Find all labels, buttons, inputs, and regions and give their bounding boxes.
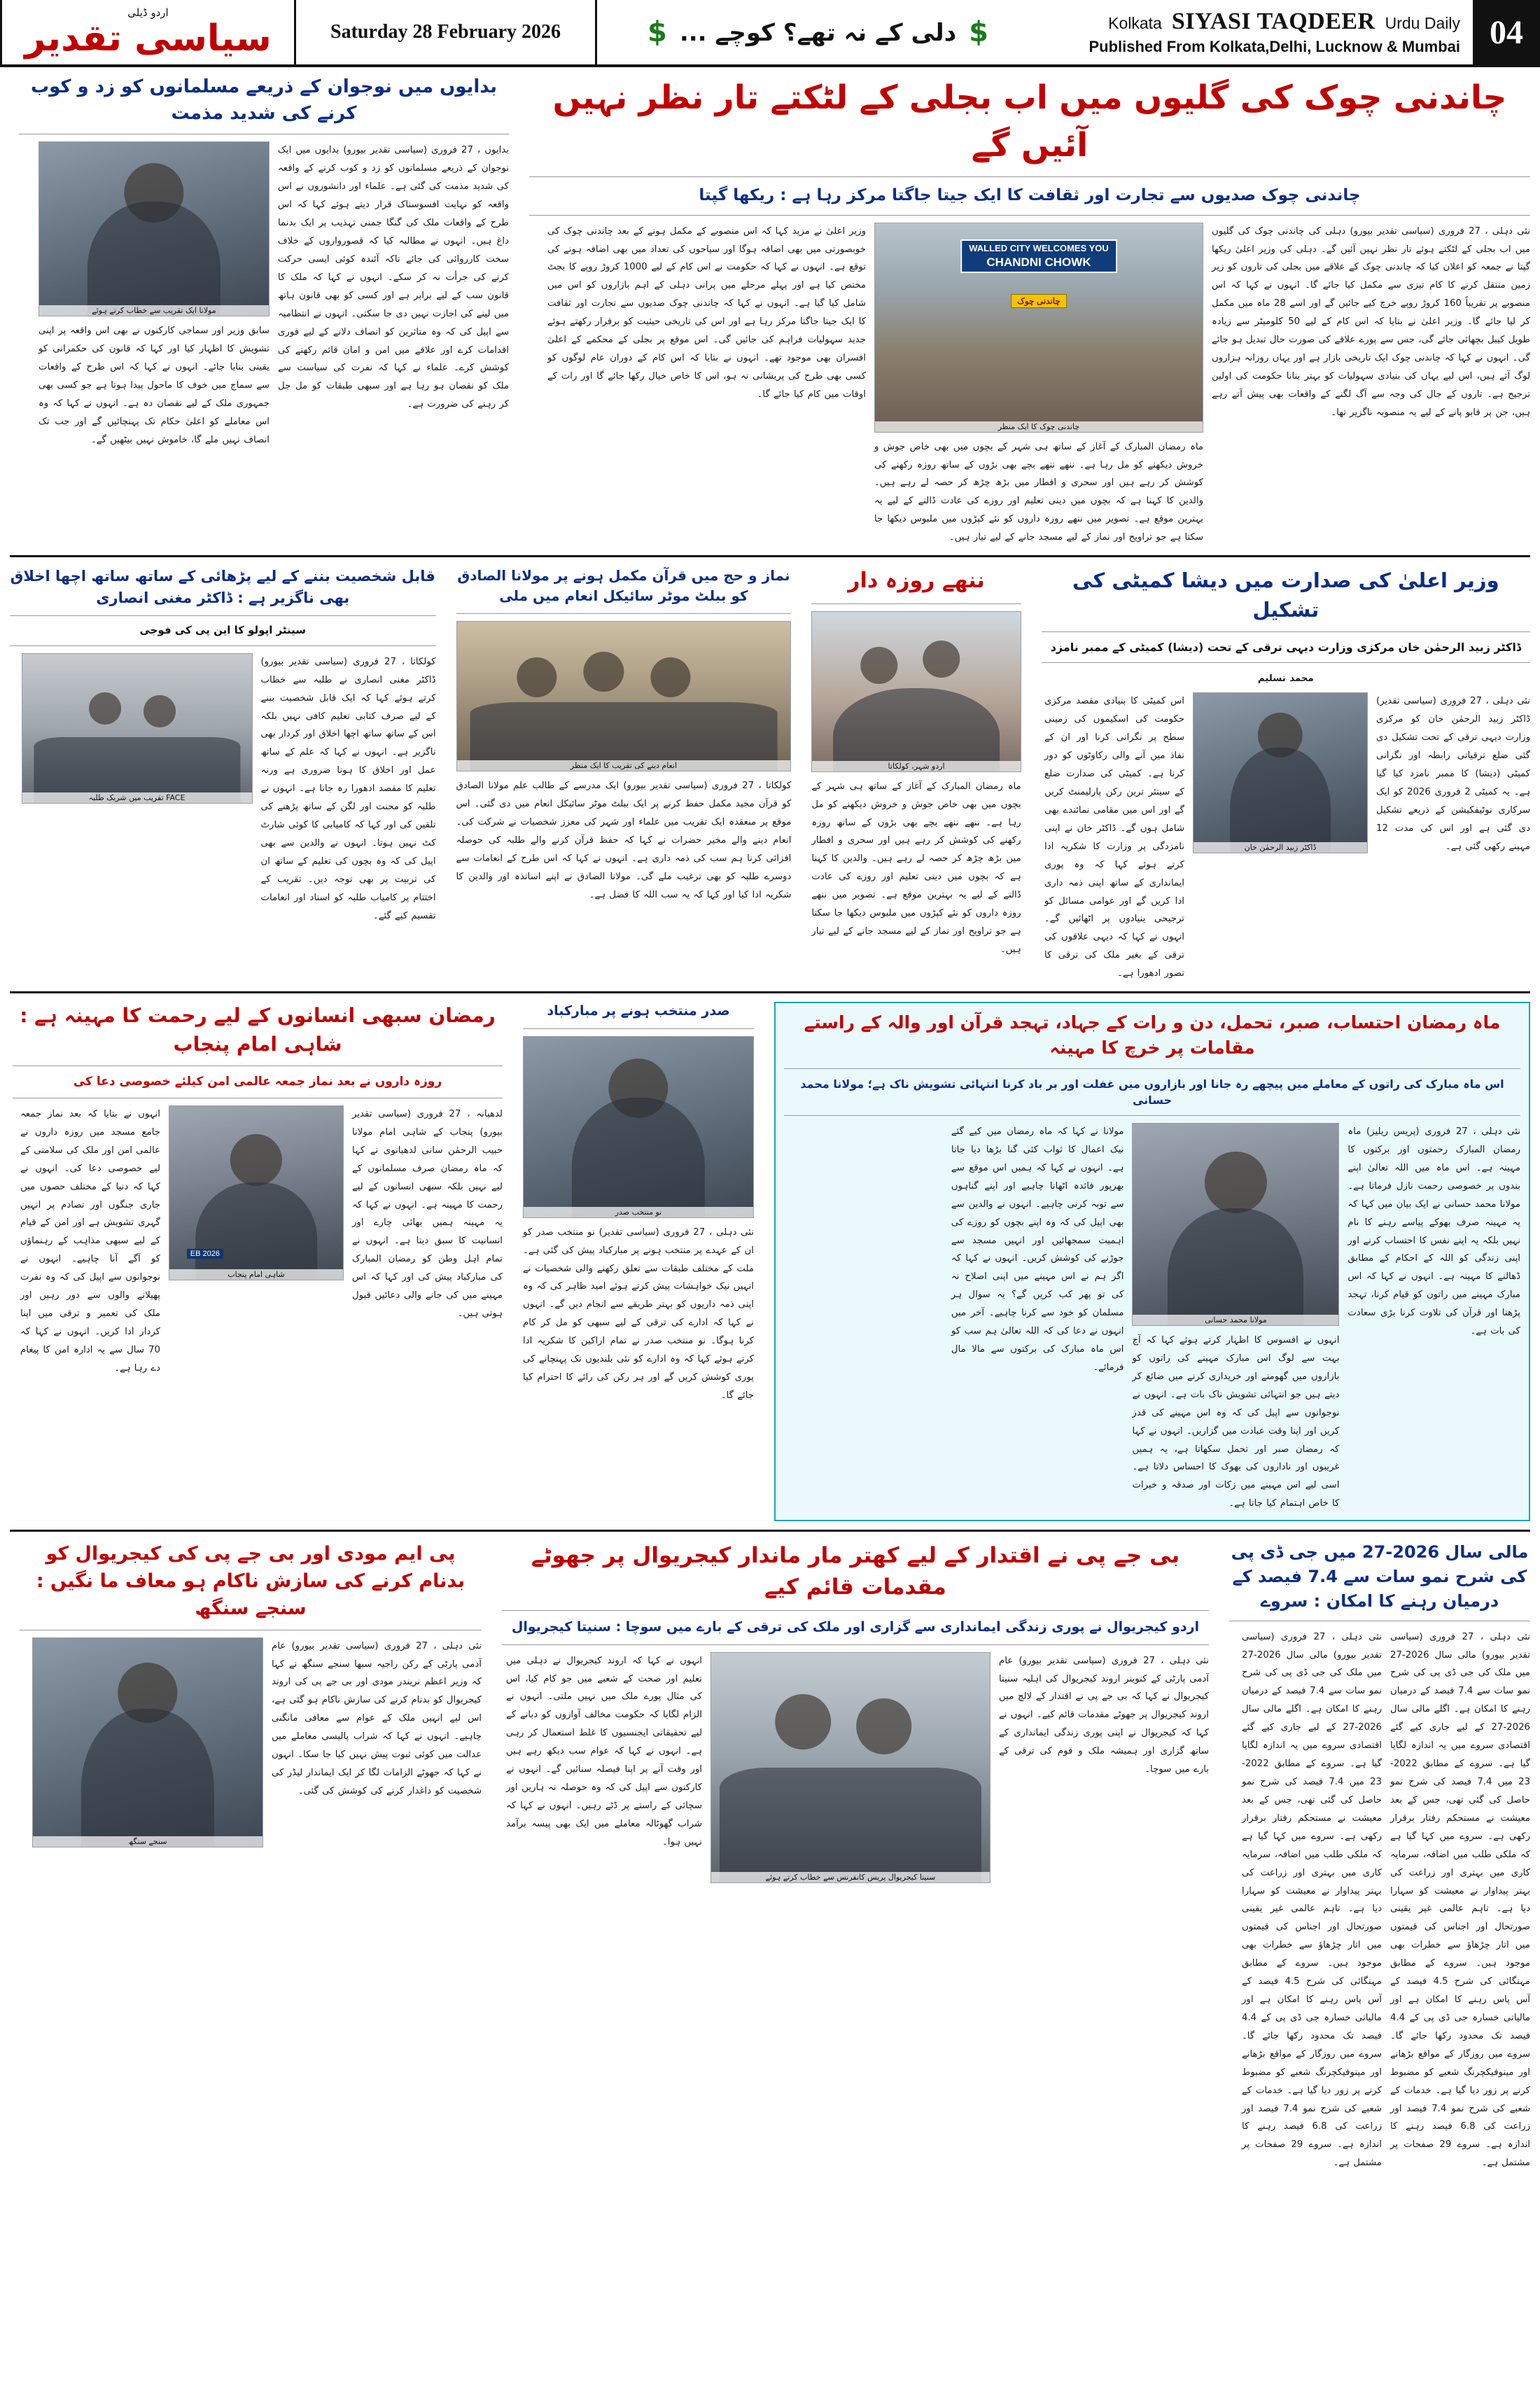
- ramzan-story: [774, 1002, 1530, 1521]
- lead-photo-caption: چاندنی چوک کا ایک منظر: [875, 421, 1203, 432]
- award-headline: نماز و حج میں قرآن مکمل ہونے پر مولانا الصادق کو ببلٹ موٹر سائیکل انعام میں ملی: [457, 567, 790, 605]
- imam-photo-tag: EB 2026: [187, 1249, 223, 1259]
- gdp-headline: مالی سال 2026-27 میں جی ڈی پی کی شرح نمو سات سے 7.4 فیصد کے درمیان رہنے کا امکان : سروے: [1231, 1542, 1529, 1611]
- ramzan-body-extra: [784, 1123, 943, 1513]
- budaun-story: [19, 74, 509, 449]
- masthead-brand: SIYASI TAQDEER: [1171, 8, 1376, 34]
- ramzan-headline: ماہ رمضان احتساب، صبر، تحمل، دن و رات کے جہاد، تہجد قرآن اور والہ کے راستے مقامات پر خرچ کا مہینہ: [804, 1012, 1501, 1058]
- ansari-photo-caption: FACE تقریب میں شریک طلبہ: [22, 792, 252, 803]
- masthead-title-block: [1039, 0, 1473, 64]
- kids-story: [811, 566, 1021, 959]
- ansari-photo: [22, 653, 253, 804]
- budaun-photo-caption: مولانا ایک تقریب سے خطاب کرتے ہوئے: [39, 305, 269, 316]
- photo-sign2: چاندنی چوک: [1011, 294, 1067, 308]
- cm-byline: محمد تسلیم: [1257, 673, 1314, 685]
- cm-subhead: ڈاکٹر زبید الرحمٰن خان مرکزی وزارت دیہی ترقی کے تحت (دیشا) کمیٹی کے ممبر نامزد: [1050, 641, 1521, 655]
- ansari-body: کولکاتا ، 27 فروری (سیاسی تقدیر بیورو) ڈاکٹر مغنی انصاری نے طلبہ سے خطاب کرتے ہوئے کہا کہ ایک قابل شخصیت بننے کے لیے صرف کتابی تعلیم کافی نہیں بلکہ اس کے ساتھ ساتھ اچھا اخلاق اور کردار بھی ناگزیر ہے۔ انہوں نے کہا کہ علم کے ساتھ عمل اور اخلاق کا ہونا ضروری ہے ورنہ تعلیم کا مقصد ادھورا رہ جاتا ہے۔ انہوں نے طلبہ کو محنت اور لگن کے ساتھ پڑھنے کی تلقین کی اور کہا کہ کامیابی کا کوئی شارٹ کٹ نہیں ہوتا۔ انہوں نے والدین سے بھی اپیل کی کہ وہ بچوں کی تعلیم کے ساتھ ان کی تربیت پر بھی توجہ دیں۔ تقریب کے اختتام پر کامیاب طلبہ کو اسناد اور انعامات تقسیم کیے گئے۔: [260, 656, 436, 921]
- gdp-body: نئی دہلی ، 27 فروری (سیاسی تقدیر بیورو) مالی سال 2026-27 میں ملک کی جی ڈی پی کی شرح نمو سات سے 7.4 فیصد کے درمیان رہنے کا امکان ہے۔ اگلے مالی سال 2026-27 کے لیے جاری کیے گئے اقتصادی سروے میں یہ اندازہ لگایا گیا ہے۔ سروے کے مطابق 2022-23 میں 7.4 فیصد کی شرح نمو حاصل کی گئی تھی، جس کے بعد معیشت نے مستحکم رفتار برقرار رکھی ہے۔ سروے میں کہا گیا ہے کہ ملکی طلب میں اضافہ، سرمایہ کاری میں بہتری اور زراعت کی بہتر پیداوار نے معیشت کو سہارا دیا ہے۔ تاہم عالمی غیر یقینی صورتحال اور اجناس کی قیمتوں میں اتار چڑھاؤ سے خطرات بھی موجود ہیں۔ سروے کے مطابق مہنگائی کی شرح 4.5 فیصد کے آس پاس رہنے کا امکان ہے اور مالیاتی خسارہ جی ڈی پی کے 4.4 فیصد تک محدود رکھا جائے گا۔ سروے میں روزگار کے مواقع بڑھانے اور مینوفیکچرنگ شعبے کو مضبوط کرنے پر زور دیا گیا ہے۔ خدمات کے شعبے کی شرح نمو 7.4 فیصد اور زراعت کی 6.8 فیصد رہنے کا اندازہ ہے۔ سروے 29 صفحات پر مشتمل ہے۔: [1390, 1631, 1531, 2169]
- imam-body-right: لدھیانہ ، 27 فروری (سیاسی تقدیر بیورو) پنجاب کے شاہی امام مولانا حبیب الرحمٰن سانی لدھیانوی نے کہا کہ ماہ رمضان صرف مسلمانوں کے لیے نہیں بلکہ سبھی انسانوں کے لیے رحمت کا مہینہ ہے۔ انہوں نے کہا کہ یہ مہینہ ہمیں بھائی چارے اور انسانیت کا سبق دیتا ہے۔ انہوں نے تمام اہل وطن کو رمضان المبارک کی مبارکباد پیش کی اور کہا کہ اس مہینے میں کی جانے والی دعائیں قبول ہوتی ہیں۔: [352, 1108, 503, 1320]
- bjp-body-right: نئی دہلی ، 27 فروری (سیاسی تقدیر بیورو) عام آدمی پارٹی کے کنوینر اروند کیجریوال کی اہلیہ سنیتا کیجریوال نے کہا کہ بی جے پی نے اقتدار کے لالچ میں اروند کیجریوال پر جھوٹے مقدمات قائم کیے۔ انہوں نے کہا کہ کیجریوال نے اپنی پوری زندگی ایمانداری کے ساتھ گزاری اور ہمیشہ ملک و قوم کی ترقی کے بارے میں سوچا۔: [999, 1655, 1210, 1775]
- ansari-headline: قابل شخصیت بننے کے لیے پڑھائی کے ساتھ ساتھ اچھا اخلاق بھی ناگزیر ہے : ڈاکٹر مغنی انصاری: [10, 568, 435, 606]
- logo-small-text: اردو ڈیلی: [127, 6, 169, 19]
- cm-headline: وزیر اعلیٰ کی صدارت میں دیشا کمیٹی کی تشکیل: [1072, 568, 1499, 622]
- imam-story: [13, 1002, 503, 1378]
- page-number: 04: [1473, 0, 1540, 64]
- masthead-city: Kolkata: [1108, 14, 1162, 32]
- masthead-urdu-daily: Urdu Daily: [1385, 14, 1460, 32]
- ramzan-body-left: مولانا نے کہا کہ ماہ رمضان میں کیے گئے نیک اعمال کا ثواب کئی گنا بڑھا دیا جاتا ہے۔ انہوں نے کہا کہ ہمیں اس موقع سے بھرپور فائدہ اٹھانا چاہیے اور اپنے گناہوں سے توبہ کرنی چاہیے۔ انہوں نے والدین سے بھی اپیل کی کہ وہ اپنے بچوں کو روزے کی اہمیت سمجھائیں اور انہیں مسجد سے جوڑنے کی کوشش کریں۔ انہوں نے کہا کہ اگر ہم نے اس مہینے میں اپنی اصلاح نہ کی تو پھر کب کریں گے؟ یہ سوال ہر مسلمان کو خود سے کرنا چاہیے۔ آخر میں انہوں نے دعا کی کہ اللہ تعالیٰ ہم سب کو اس ماہ مبارک کی برکتوں سے مالا مال فرمائے۔: [951, 1126, 1124, 1373]
- president-headline: صدر منتخب ہونے پر مبارکباد: [547, 1003, 730, 1019]
- logo-urdu-text: سیاسی تقدیر: [24, 18, 272, 60]
- imam-photo: [169, 1105, 344, 1280]
- kids-photo: [811, 611, 1021, 772]
- cm-body-right: نئی دہلی ، 27 فروری (سیاسی تقدیر) ڈاکٹر زبید الرحمٰن خان کو مرکزی وزارت دیہی ترقی کے تحت تشکیل دی گئی ضلع ترقیاتی رابطہ اور نگرانی کمیٹی (دیشا) کا ممبر نامزد کیا گیا ہے۔ یہ کمیٹی 2 فروری 2026 کو ایک سرکاری نوٹیفکیشن کے ذریعے تشکیل دی گئی ہے اور اس کی مدت 12 مہینے رکھی گئی ہے۔: [1376, 696, 1531, 852]
- ramzan-subhead: اس ماہ مبارک کی راتوں کے معاملے میں پیچھے رہ جانا اور بازاروں میں غفلت اور بر باد کرنا انتہائی تشویش ناک ہے؛ مولانا محمد حسانی: [800, 1077, 1504, 1107]
- budaun-body: بدایوں ، 27 فروری (سیاسی تقدیر بیورو) بدایوں میں ایک نوجوان کے ذریعے مسلمانوں کو زد و کوب کرنے کے واقعہ کی شدید مذمت کی گئی ہے۔ علماء اور دانشوروں نے اس واقعہ کو نہایت افسوسناک قرار دیتے ہوئے کہا کہ اس طرح کے واقعات ملک کی گنگا جمنی تہذیب پر ایک بدنما داغ ہیں۔ انہوں نے مطالبہ کیا کہ قصورواروں کے خلاف سخت کارروائی کی جائے تاکہ آئندہ کوئی ایسی حرکت کرنے کی جرأت نہ کر سکے۔ انہوں نے کہا کہ ملک کا قانون سب کے لیے برابر ہے اور کسی کو بھی قانون ہاتھ میں لینے کی اجازت نہیں دی جا سکتی۔ انہوں نے انتظامیہ سے اپیل کی کہ وہ متاثرین کو انصاف دلانے کے لیے فوری اقدامات کرے اور علاقے میں امن و امان قائم رکھنے کی کوشش کرے۔ علماء نے کہا کہ نفرت کی سیاست سے ملک کو نقصان ہو رہا ہے اور سبھی طبقات کو مل جل کر رہنے کی ضرورت ہے۔: [278, 145, 509, 410]
- gdp-body-cont: نئی دہلی ، 27 فروری (سیاسی تقدیر بیورو) مالی سال 2026-27 میں ملک کی جی ڈی پی کی شرح نمو سات سے 7.4 فیصد کے درمیان رہنے کا امکان ہے۔ اگلے مالی سال 2026-27 کے لیے جاری کیے گئے اقتصادی سروے میں یہ اندازہ لگایا گیا ہے۔ سروے کے مطابق 2022-23 میں 7.4 فیصد کی شرح نمو حاصل کی گئی تھی، جس کے بعد معیشت نے مستحکم رفتار برقرار رکھی ہے۔ سروے میں کہا گیا ہے کہ ملکی طلب میں اضافہ، سرمایہ کاری میں بہتری اور زراعت کی بہتر پیداوار نے معیشت کو سہارا دیا ہے۔ تاہم عالمی غیر یقینی صورتحال اور اجناس کی قیمتوں میں اتار چڑھاؤ سے خطرات بھی موجود ہیں۔ سروے کے مطابق مہنگائی کی شرح 4.5 فیصد کے آس پاس رہنے کا امکان ہے اور مالیاتی خسارہ جی ڈی پی کے 4.4 فیصد تک محدود رکھا جائے گا۔ سروے میں روزگار کے مواقع بڑھانے اور مینوفیکچرنگ شعبے کو مضبوط کرنے پر زور دیا گیا ہے۔ خدمات کے شعبے کی شرح نمو 7.4 فیصد اور زراعت کی 6.8 فیصد رہنے کا اندازہ ہے۔ سروے 29 صفحات پر مشتمل ہے۔: [1242, 1631, 1382, 2169]
- award-photo-caption: انعام دینے کی تقریب کا ایک منظر: [457, 760, 791, 771]
- masthead-logo: [0, 0, 294, 64]
- budaun-headline: بدایوں میں نوجوان کے ذریعے مسلمانوں کو زد و کوب کرنے کی شدید مذمت: [30, 76, 498, 124]
- bjp-subhead: اردو کیجریوال نے پوری زندگی ایمانداری سے گزاری اور ملک کی ترقی کے بارے میں سوچا : سنیتا کیجریوال: [511, 1619, 1200, 1635]
- president-photo: [523, 1036, 754, 1218]
- photo-sign: [960, 239, 1117, 273]
- imam-body-left: انہوں نے بتایا کہ بعد نماز جمعہ جامع مسجد میں روزہ داروں نے عالمی امن اور ملک کی سلامتی کے لیے خصوصی دعا کی۔ انہوں نے کہا کہ دنیا کے مختلف حصوں میں جاری جنگوں اور تصادم پر انہیں گہری تشویش ہے اور امن کے قیام کے لیے سبھی مذاہب کے رہنماؤں کو آگے آنا چاہیے۔ انہوں نے نوجوانوں سے اپیل کی کہ وہ نفرت پھیلانے والوں سے دور رہیں اور ملک کی تعمیر و ترقی میں اپنا کردار ادا کریں۔ انہوں نے کہا کہ 70 سال سے یہ ادارہ امن کا پیغام دے رہا ہے۔: [20, 1108, 160, 1374]
- kids-body: ماہ رمضان المبارک کے آغاز کے ساتھ ہی شہر کے بچوں میں بھی خاص جوش و خروش دیکھنے کو مل رہا ہے۔ ننھے ننھے بچے بھی بڑوں کے ساتھ روزہ رکھنے کی کوشش کر رہے ہیں اور سحری و افطار میں بڑھ چڑھ کر حصہ لے رہے ہیں۔ والدین کا کہنا ہے کہ بچوں میں دینی تعلیم اور روزے کی عادت ڈالنے کے لیے یہ بہترین موقع ہے۔ تصویر میں ننھے روزہ داروں کو نئے کپڑوں میں ملبوس دیکھا جا سکتا ہے جو تراویح اور نماز کے لیے مسجد جانے کے لیے تیار ہیں۔: [811, 781, 1021, 955]
- cm-photo-caption: ڈاکٹر زبید الرحمٰن خان: [1194, 842, 1367, 853]
- ramzan-body-right: نئی دہلی ، 27 فروری (پریس ریلیز) ماہ رمضان المبارک رحمتوں اور برکتوں کا مہینہ ہے۔ اس ماہ میں اللہ تعالیٰ اپنے بندوں پر خصوصی رحمت نازل فرماتا ہے۔ مولانا محمد حسانی نے ایک بیان میں کہا کہ یہ مہینہ صرف بھوکے پیاسے رہنے کا نام نہیں بلکہ یہ اپنے نفس کا احتساب کرنے اور اپنی زندگی کو اللہ کے احکام کے مطابق ڈھالنے کا مہینہ ہے۔ انہوں نے کہا کہ اس مبارک مہینے میں راتوں کو قیام کرنا، تہجد پڑھنا اور قرآن کی تلاوت کرنا بڑی سعادت کی بات ہے۔: [1348, 1126, 1520, 1337]
- photo-sign-line2: CHANDNI CHOWK: [986, 255, 1091, 269]
- ansari-kicker: سینٹر اپولو کا این پی کی فوجی: [139, 624, 307, 637]
- gdp-story: [1229, 1540, 1530, 2172]
- masthead-kicker: دلی کے نہ تھے؟ کوچے ...: [679, 18, 957, 47]
- photo-sign-line1: WALLED CITY WELCOMES YOU: [969, 243, 1109, 254]
- imam-photo-caption: شاہی امام پنجاب: [169, 1269, 343, 1280]
- cm-story: [1042, 566, 1530, 983]
- bjp-photo-caption: سنیتا کیجریوال پریس کانفرنس سے خطاب کرتے ہوئے: [711, 1872, 990, 1882]
- lead-subhead: چاندنی چوک صدیوں سے تجارت اور ثقافت کا ایک جیتا جاگتا مرکز رہا ہے : ریکھا گپتا: [699, 186, 1361, 205]
- cm-body-left: اس کمیٹی کا بنیادی مقصد مرکزی حکومت کی اسکیموں کی زمینی سطح پر نگرانی کرنا اور ان کے نفاذ میں آنے والی رکاوٹوں کو دور کرنا ہے۔ کمیٹی کی صدارت ضلع کے سینئر ترین رکن پارلیمنٹ کریں گے اور اس میں مقامی نمائندے بھی شامل ہوں گے۔ ڈاکٹر خان نے اپنی نامزدگی پر وزارت کا شکریہ ادا کرتے ہوئے کہا کہ وہ پوری ایمانداری کے ساتھ اپنی ذمہ داری ادا کریں گے اور عوامی مسائل کو ترجیحی بنیادوں پر اٹھائیں گے۔ انہوں نے کہا کہ دیہی علاقوں کی ترقی کے بغیر ملک کی ترقی کا تصور ادھورا ہے۔: [1044, 696, 1184, 979]
- lead-photo-wrap: [874, 223, 1203, 547]
- lead-body-left: وزیر اعلیٰ نے مزید کہا کہ اس منصوبے کے مکمل ہونے کے بعد چاندنی چوک کی خوبصورتی میں بھی اضافہ ہوگا اور سیاحوں کی تعداد میں بھی اضافہ ہونے کی توقع ہے۔ انہوں نے کہا کہ حکومت نے اس کام کے لیے 1000 کروڑ روپے کا بجٹ مختص کیا ہے اور پہلے مرحلے میں پرانی دہلی کے اہم بازاروں کو اس میں شامل کیا گیا ہے۔ انہوں نے کہا کہ چاندنی چوک صدیوں سے تجارت اور ثقافت کا ایک جیتا جاگتا مرکز رہا ہے اور اس کی تاریخی حیثیت کو برقرار رکھتے ہوئے جدید سہولیات فراہم کی جائیں گی۔ اس موقع پر بجلی کے محکمے کے اعلیٰ افسران بھی موجود تھے۔ انہوں نے بتایا کہ اس کام کے دوران عام لوگوں کو کسی بھی طرح کی پریشانی نہ ہو، اس کا خاص خیال رکھا جائے گا اور رات کے اوقات میں کام کیا جائے گا۔: [547, 225, 866, 400]
- lead-story: [529, 74, 1530, 547]
- president-photo-caption: نو منتخب صدر: [524, 1207, 753, 1217]
- award-photo: [456, 621, 792, 771]
- ramzan-body-mid: انہوں نے افسوس کا اظہار کرتے ہوئے کہا کہ آج بہت سے لوگ اس مبارک مہینے کی راتوں کو بازاروں میں گھومنے اور خریداری کرنے میں ضائع کر دیتے ہیں جو انتہائی تشویش ناک بات ہے۔ انہوں نے نوجوانوں سے اپیل کی کہ وہ اس مہینے کی قدر کریں اور اپنا وقت عبادت میں گزاریں۔ انہوں نے کہا کہ رمضان صبر اور تحمل سکھاتا ہے، یہ ہمیں غریبوں اور ناداروں کی بھوک کا احساس دلاتا ہے۔ اسی لیے اس مہینے میں زکات اور صدقہ و خیرات کا خاص اہتمام کیا جاتا ہے۔: [1132, 1334, 1340, 1509]
- imam-subhead: روزہ داروں نے بعد نماز جمعہ عالمی امن کیلئے خصوصی دعا کی: [73, 1075, 442, 1089]
- bjp-body-left: انہوں نے کہا کہ اروند کیجریوال نے دہلی میں تعلیم اور صحت کے شعبے میں جو کام کیا، اس کی مثال پورے ملک میں نہیں ملتی۔ انہوں نے الزام لگایا کہ حکومت مخالف آوازوں کو دبانے کے لیے تحقیقاتی ایجنسیوں کا غلط استعمال کر رہی ہے۔ انہوں نے کہا کہ عوام سب دیکھ رہے ہیں اور وقت آنے پر اپنا فیصلہ سنائیں گے۔ انہوں نے کارکنوں سے اپیل کی کہ وہ حوصلہ نہ ہاریں اور سچائی کے راستے پر ڈٹے رہیں۔ انہوں نے کہا کہ شراب گھوٹالہ معاملے میں ایک بھی پیسہ برآمد نہیں ہوا۔: [506, 1655, 702, 1847]
- modi-body: نئی دہلی ، 27 فروری (سیاسی تقدیر بیورو) عام آدمی پارٹی کے رکن راجیہ سبھا سنجے سنگھ نے کہا کہ وزیر اعظم نریندر مودی اور بی جے پی کی اروند کیجریوال کو بدنام کرنے کی سازش ناکام ہو گئی ہے، اس لیے انہیں ملک کے عوام سے معافی مانگنی چاہیے۔ انہوں نے کہا کہ شراب پالیسی معاملے میں عدالت میں کوئی ثبوت پیش نہیں کیا جا سکا۔ انہوں نے کہا کہ جھوٹے الزامات لگا کر ایک ایماندار لیڈر کی شخصیت کو داغدار کرنے کی کوشش کی گئی۔: [272, 1640, 482, 1796]
- cm-photo: [1193, 692, 1368, 853]
- modi-story: [20, 1540, 482, 1847]
- modi-photo: [32, 1637, 263, 1847]
- modi-headline: پی ایم مودی اور بی جے پی کی کیجریوال کو بدنام کرنے کی سازش ناکام ہو معاف ما نگیں : سنجے سنگھ: [36, 1543, 465, 1620]
- budaun-body2: سابق وزیر اور سماجی کارکنوں نے بھی اس واقعہ پر اپنی تشویش کا اظہار کیا اور کہا کہ قانون کی حکمرانی کو یقینی بنایا جائے۔ انہوں نے کہا کہ اس طرح کے واقعات سے سماج میں خوف کا ماحول پیدا ہوتا ہے جو کسی بھی جمہوری ملک کے لیے نقصان دہ ہے۔ انہوں نے کہا کہ وہ اس معاملے کو اعلیٰ حکام تک پہنچائیں گے اور جب تک انصاف نہیں ملے گا، خاموش نہیں بیٹھیں گے۔: [38, 326, 270, 445]
- award-story: [456, 566, 792, 904]
- kids-headline: ننھے روزہ دار: [848, 568, 985, 594]
- president-story: [523, 1002, 754, 1405]
- masthead-center: [595, 0, 1039, 64]
- masthead-published: Published From Kolkata,Delhi, Lucknow & Mumbai: [1088, 38, 1460, 55]
- lead-body-right: نئی دہلی ، 27 فروری (سیاسی تقدیر بیورو) دہلی کی چاندنی چوک کی گلیوں میں اب بجلی کے لٹکتے ہوئے تار نظر نہیں آئیں گے۔ دہلی کی وزیر اعلیٰ ریکھا گپتا نے جمعہ کو اعلان کیا کہ چاندنی چوک کے علاقے میں بجلی کی تاروں کو زیر زمین منتقل کرنے کا کام تیزی سے مکمل کیا جائے گا۔ انہوں نے کہا کہ اس منصوبے پر تقریباً 160 کروڑ روپے خرچ کیے جائیں گے اور اسے 28 ماہ میں مکمل کر لیا جائے گا۔ وزیر اعلیٰ نے بتایا کہ اس کام کے لیے 50 کلومیٹر سے زیادہ طویل کیبل بچھائی جائے گی، جس سے پورے علاقے کی صورت حال تبدیل ہو جائے گی۔ انہوں نے کہا کہ چاندنی چوک ایک تاریخی بازار ہے اور یہاں روزانہ ہزاروں لوگ آتے ہیں، اس لیے یہاں کی بنیادی سہولیات کو بہتر بنانا حکومت کی اولین ترجیح ہے۔ تاروں کے جال کی وجہ سے آگ لگنے کے واقعات بھی پیش آتے رہے ہیں، جن پر قابو پانے کے لیے یہ منصوبہ ناگزیر تھا۔: [1212, 225, 1531, 418]
- bjp-story: [502, 1540, 1209, 1882]
- award-body: کولکاتا ، 27 فروری (سیاسی تقدیر بیورو) ایک مدرسے کے طالب علم مولانا الصادق کو قرآن مجید مکمل حفظ کرنے پر ایک ببلٹ موٹر سائیکل انعام میں دی گئی۔ اس موقع پر منعقدہ ایک تقریب میں علماء اور شہر کی معزز شخصیات نے شرکت کی۔ انعام دینے والے مخیر حضرات نے کہا کہ حفظ قرآن کرنے والے طلبہ کی حوصلہ افزائی کرنا ہم سب کی ذمہ داری ہے۔ انہوں نے کہا کہ اس طرح کے انعامات سے دوسرے طلبہ کو بھی ترغیب ملے گی۔ مولانا الصادق نے اپنے اساتذہ اور والدین کا شکریہ ادا کیا اور کہا کہ یہ سب اللہ کا فضل ہے۔: [456, 781, 792, 900]
- ramzan-photo-caption: مولانا محمد حسانی: [1133, 1315, 1338, 1325]
- dollar-icon: $: [648, 16, 667, 48]
- dollar-icon: $: [969, 16, 988, 48]
- lead-headline: چاندنی چوک کی گلیوں میں اب بجلی کے لٹکتے تار نظر نہیں آئیں گے: [552, 78, 1507, 165]
- bjp-photo: [710, 1652, 990, 1883]
- masthead-date: Saturday 28 February 2026: [294, 0, 595, 64]
- lead-photo-undertext: ماہ رمضان المبارک کے آغاز کے ساتھ ہی شہر کے بچوں میں بھی خاص جوش و خروش دیکھنے کو مل رہا ہے۔ ننھے ننھے بچے بھی بڑوں کے ساتھ روزہ رکھنے کی کوشش کر رہے ہیں اور سحری و افطار میں بڑھ چڑھ کر حصہ لے رہے ہیں۔ والدین کا کہنا ہے کہ بچوں میں دینی تعلیم اور روزے کی عادت ڈالنے کے لیے یہ بہترین موقع ہے۔ تصویر میں ننھے روزہ داروں کو نئے کپڑوں میں ملبوس دیکھا جا سکتا ہے جو تراویح اور نماز کے لیے مسجد جانے کے لیے تیار ہیں۔: [874, 441, 1203, 543]
- budaun-photo: [38, 141, 270, 316]
- ansari-story: [10, 566, 436, 925]
- imam-headline: رمضان سبھی انسانوں کے لیے رحمت کا مہینہ ہے : شاہی امام پنجاب: [20, 1004, 496, 1056]
- lead-photo: [874, 223, 1203, 433]
- ramzan-photo: [1132, 1123, 1339, 1326]
- masthead: [0, 0, 1540, 67]
- bjp-headline: بی جے پی نے اقتدار کے لیے کھتر مار ماندار کیجریوال پر جھوٹے مقدمات قائم کیے: [531, 1543, 1180, 1600]
- kids-photo-caption: اردو شہر، کولکاتا: [812, 761, 1020, 771]
- president-body: نئی دہلی ، 27 فروری (سیاسی تقدیر) نو منتخب صدر کو ان کے عہدے پر منتخب ہونے پر مبارکباد پیش کی گئی ہے۔ ملت کے مختلف طبقات سے تعلق رکھنے والی شخصیات نے انہیں نیک خواہشات پیش کرتے ہوئے امید ظاہر کی کہ وہ اپنی ذمہ داریوں کو بہتر طریقے سے انجام دیں گے۔ انہوں نے کہا کہ ادارے کی ترقی کے لیے سبھی کو مل کر کام کرنا ہوگا۔ نو منتخب صدر نے تمام اراکین کا شکریہ ادا کرتے ہوئے کہا کہ وہ ادارے کو نئی بلندیوں تک پہنچانے کی پوری کوشش کریں گے اور ہر رکن کی رائے کا احترام کیا جائے گا۔: [523, 1227, 755, 1401]
- modi-photo-caption: سنجے سنگھ: [33, 1836, 262, 1847]
